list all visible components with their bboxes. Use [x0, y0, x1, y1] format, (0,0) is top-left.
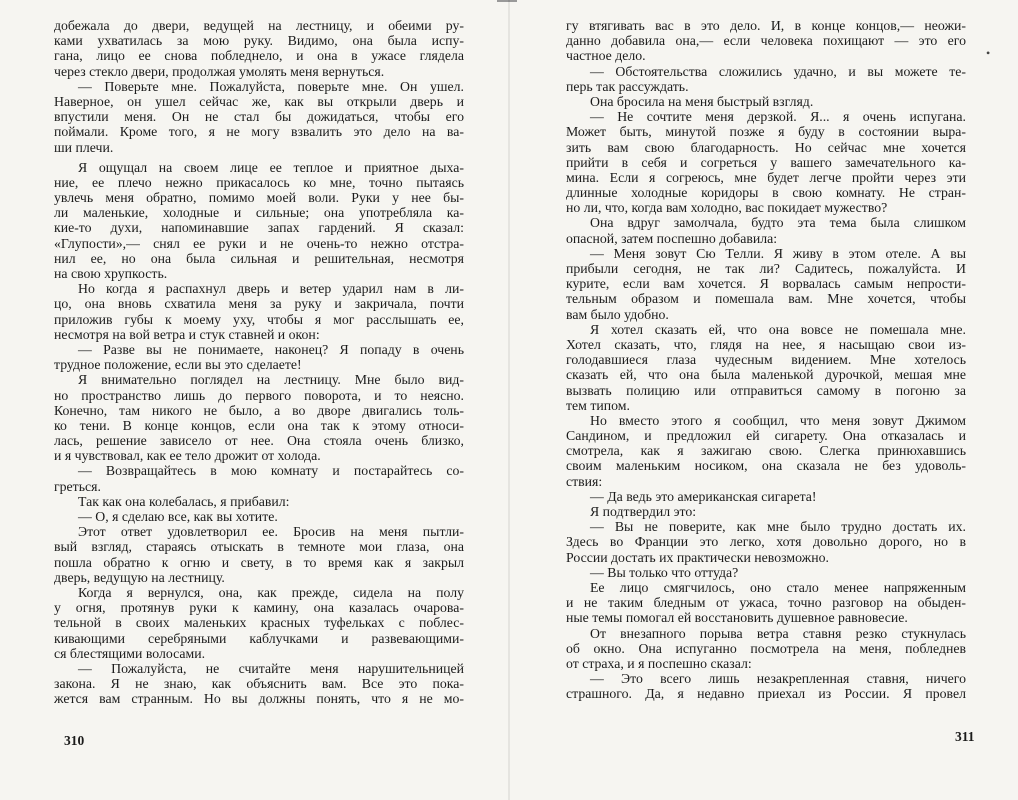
text-line: России достать их практически невозможно. — [566, 549, 829, 565]
text-line: кивающими серебряными каблучками и развевающими- — [54, 630, 464, 646]
text-line: гана, лицо ее снова побледнело, и она в ужасе глядела — [54, 48, 464, 64]
text-line: и не таким бледным от ужаса, точно разговор на обыден- — [566, 595, 966, 611]
text-line: ние, ее плечо нежно прикасалось ко мне, точно пытаясь — [54, 174, 464, 190]
top-mark — [497, 0, 517, 2]
text-line: у огня, протянув руки к камину, она казалась очарова- — [54, 600, 464, 616]
text-line: ся блестящими волосами. — [54, 645, 206, 661]
text-line: прийти в себя и согреться у вашего замечательного ка- — [566, 154, 966, 170]
text-line: Она вдруг замолчала, будто эта тема была слишком — [590, 215, 966, 231]
book-gutter — [508, 0, 510, 800]
text-line: «Глупости»,— снял ее руки и не очень-то нежно отстра- — [54, 235, 464, 251]
text-line: на свою хрупкость. — [54, 266, 168, 281]
right-page — [566, 18, 966, 701]
text-line: вам было удобно. — [566, 306, 669, 322]
text-line: греться. — [54, 478, 101, 494]
text-line: опасной, затем поспешно добавила: — [566, 230, 778, 246]
text-line: — Пожалуйста, не считайте меня нарушительницей — [78, 660, 464, 676]
text-line: вызвать полицию или отправиться самому в погоню за — [566, 382, 966, 398]
text-line: через стекло двери, продолжая умолять меня вернуться. — [54, 63, 385, 79]
margin-dot: • — [986, 46, 991, 60]
text-line: Ее лицо смягчилось, оно стало менее напряженным — [590, 579, 966, 595]
text-line: тем типом. — [566, 397, 630, 413]
text-line: От внезапного порыва ветра ставня резко стукнулась — [590, 625, 966, 641]
text-line: Наверное, он ушел сейчас же, как вы открыли дверь и — [54, 93, 464, 109]
text-line: Но когда я распахнул дверь и ветер ударил нам в ли- — [78, 281, 464, 297]
text-line: зить вам свою благодарность. Но сейчас мне хочется — [566, 139, 966, 155]
text-line: вый взгляд, стараясь отыскать в темноте мои глаза, она — [54, 539, 464, 555]
text-line: — Возвращайтесь в мою комнату и постарайтесь со- — [78, 463, 464, 479]
text-line: смотрела, как я зажигаю свою. Слегка принюхавшись — [566, 443, 966, 459]
text-line: Здесь во Франции это легко, хотя довольно дорого, но в — [566, 534, 966, 550]
text-line: Может быть, минутой позже я буду в состоянии выра- — [566, 124, 966, 140]
text-line: увлечь меня обратно, помимо моей воли. Руки у нее бы- — [54, 190, 464, 206]
text-line: гу втягивать вас в это дело. И, в конце концов,— неожи- — [566, 18, 966, 33]
text-line: добежала до двери, ведущей на лестницу, и обеими ру- — [54, 18, 464, 33]
text-line: Конечно, там никого не было, а во дворе двигались толь- — [54, 402, 464, 418]
text-line: Сандином, и предложил ей сигарету. Она отказалась и — [566, 428, 966, 444]
text-line: своим маленьким носиком, она сказала не без удоволь- — [566, 458, 966, 474]
text-line: Когда я вернулся, она, как прежде, сидела на полу — [78, 584, 464, 600]
text-line: приложив губы к моему уху, чтобы я мог расслышать ее, — [54, 311, 464, 327]
page-number-left: 310 — [64, 733, 85, 748]
text-line: Хотел сказать, что, глядя на нее, я насыщаю свои из- — [566, 336, 966, 352]
text-line: ли маленькие, холодные и сильные; она употребляла ка- — [54, 205, 464, 221]
text-line: — Не сочтите меня дерзкой. Я... я очень испугана. — [590, 109, 966, 125]
text-line: ши плечи. — [54, 139, 114, 155]
text-line: ствия: — [566, 473, 603, 489]
text-line: и я чувствовал, как ее тело дрожит от холода. — [54, 448, 321, 464]
text-line: длинные холодные коридоры в свою комнату. Не стран- — [566, 185, 966, 201]
text-line: сказать ей, что она была маленькой дурочкой, мешая мне — [566, 367, 966, 383]
text-line: курите, если вам хочется. Я ворвалась самым непрости- — [566, 276, 966, 292]
text-line: пошла обратно к огню и свету, в то время как я закрыл — [54, 554, 464, 570]
text-line: Она бросила на меня быстрый взгляд. — [590, 93, 814, 109]
text-line: Я ощущал на своем лице ее теплое и приятное дыха- — [78, 159, 464, 175]
text-line: цо, она вновь схватила меня за руку и закричала, почти — [54, 296, 464, 312]
text-line: тельной в своих маленьких красных туфельках с поблес- — [54, 615, 464, 631]
text-line: ные темы помогал ей восстановить душевное равновесие. — [566, 610, 908, 626]
text-line: — Поверьте мне. Пожалуйста, поверьте мне. Он ушел. — [78, 78, 464, 94]
left-page — [54, 18, 464, 706]
text-line: — Обстоятельства сложились удачно, и вы можете те- — [590, 63, 966, 79]
text-line: но пространство лишь до первого поворота, и то неясно. — [54, 387, 464, 403]
text-line: Но вместо этого я сообщил, что меня зовут Джимом — [590, 412, 966, 428]
text-line: но ли, что, когда вам холодно, вас покидает мужество? — [566, 200, 888, 216]
text-line: лась, решение зависело от нее. Она стояла очень близко, — [54, 433, 464, 449]
text-line: трудное положение, если вы это сделаете! — [54, 357, 302, 373]
text-line: поймали. Кроме того, я не могу взвалить это дело на ва- — [54, 124, 464, 140]
page-number-right: 311 — [955, 729, 975, 744]
text-line: — Вы не поверите, как мне было трудно достать их. — [590, 519, 966, 535]
text-line: страшного. Да, я недавно приехал из России. Я провел — [566, 686, 966, 702]
text-line: жется вам странным. Но вы должны понять, что я не мо- — [54, 691, 464, 707]
text-line: об окно. Она испуганно посмотрела на меня, побледнев — [566, 640, 966, 656]
text-line: Так как она колебалась, я прибавил: — [78, 493, 290, 509]
text-line: данно добавила она,— если человека похищают — это его — [566, 33, 966, 49]
text-line: Я хотел сказать ей, что она вовсе не помешала мне. — [590, 321, 966, 337]
text-line: — Это всего лишь незакрепленная ставня, ничего — [590, 671, 966, 687]
text-line: Я внимательно поглядел на лестницу. Мне было вид- — [78, 372, 464, 388]
text-line: тельным образом и помешала вам. Мне хочется, чтобы — [566, 291, 966, 307]
text-line: голодавшиеся глаза чудесным видением. Мне хотелось — [566, 352, 966, 368]
text-line: дверь, ведущую на лестницу. — [54, 569, 225, 585]
text-line: — Да ведь это американская сигарета! — [590, 488, 817, 504]
text-line: мина. Если я согреюсь, мне будет легче пройти через эти — [566, 169, 966, 185]
text-line: впустили меня. Он не стал бы дожидаться, чтобы его — [54, 109, 464, 125]
text-line: — Меня зовут Сю Телли. Я живу в этом отеле. А вы — [590, 245, 966, 261]
text-line: несмотря на вой ветра и стук ставней и окон: — [54, 326, 320, 342]
text-line: — О, я сделаю все, как вы хотите. — [78, 509, 278, 524]
text-line: от страха, и я поспешно сказал: — [566, 655, 752, 671]
text-line: — Вы только что оттуда? — [590, 564, 739, 580]
text-line: Этот ответ удовлетворил ее. Бросив на меня пытли- — [78, 524, 464, 540]
text-line: кие-то духи, напоминавшие запах гардений. Я сказал: — [54, 220, 464, 236]
text-line: ко тени. В конце концов, если она так к этому относи- — [54, 417, 464, 433]
text-line: нил ее, но она была сильная и решительная, несмотря — [54, 250, 464, 266]
text-line: Я подтвердил это: — [590, 504, 697, 519]
text-line: прибыли сегодня, не так ли? Садитесь, пожалуйста. И — [566, 261, 966, 276]
text-line: перь так рассуждать. — [566, 78, 689, 94]
text-line: закона. Я не знаю, как объяснить вам. Все это пока- — [54, 676, 464, 692]
text-line: ками ухватилась за мою руку. Видимо, она была испу- — [54, 33, 464, 49]
text-line: частное дело. — [566, 48, 646, 64]
text-line: — Разве вы не понимаете, наконец? Я попаду в очень — [78, 341, 464, 357]
